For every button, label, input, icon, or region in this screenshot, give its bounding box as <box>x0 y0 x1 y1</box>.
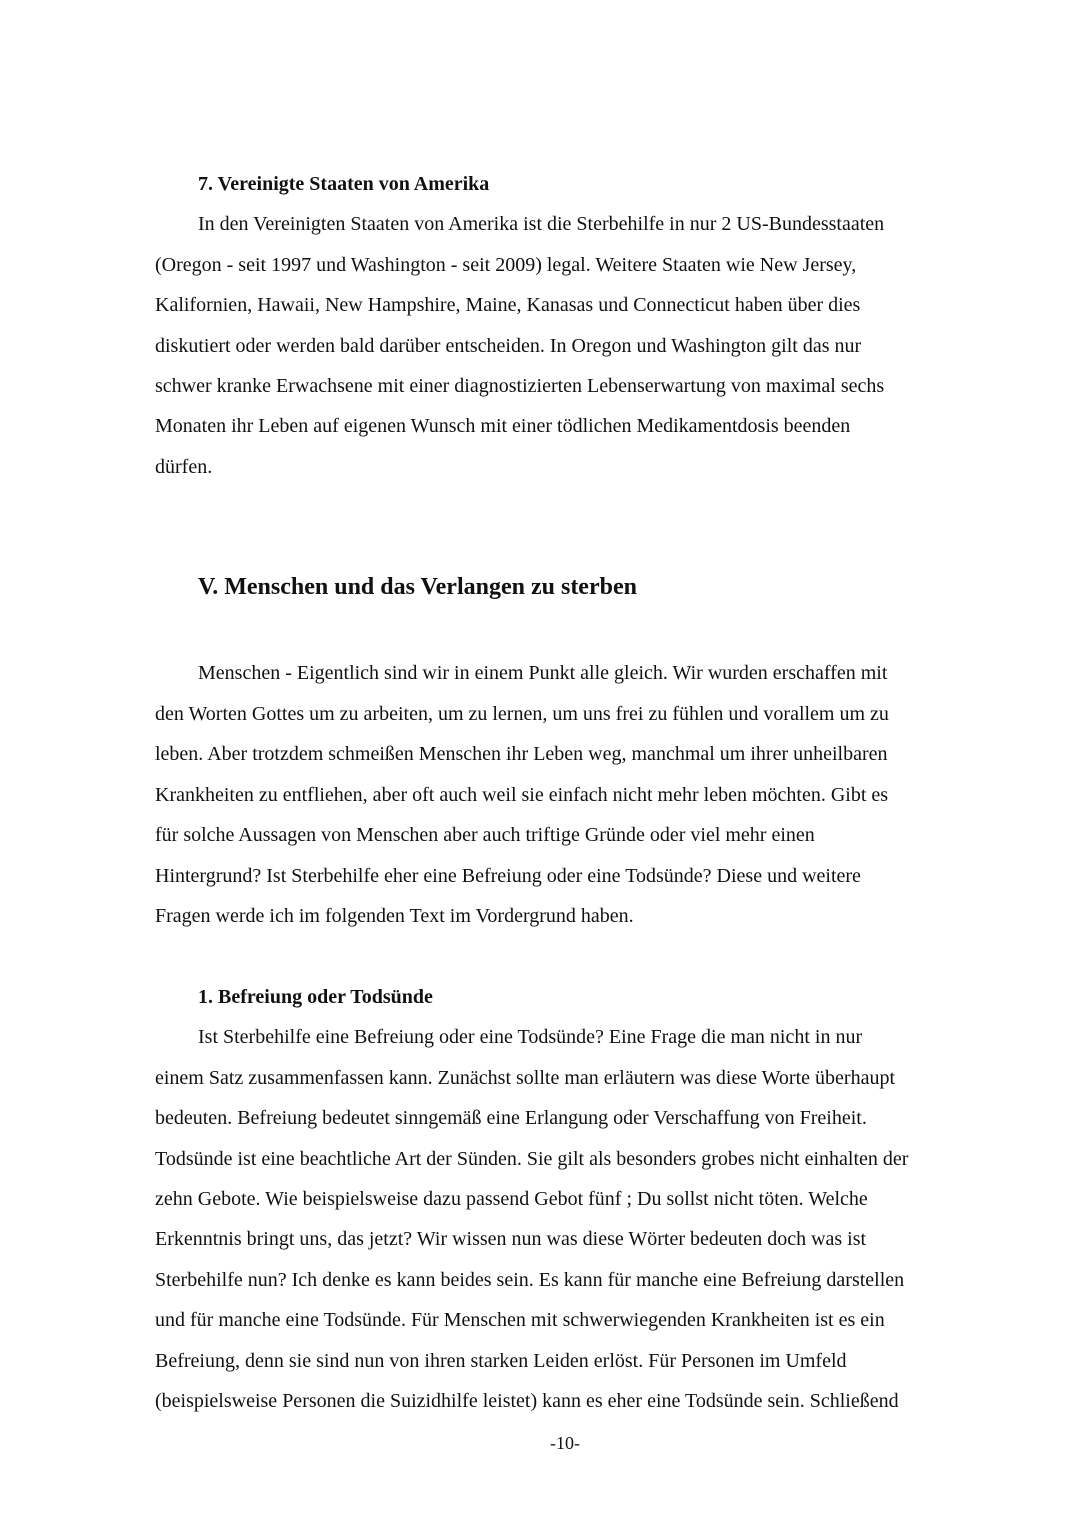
paragraph-line: Hintergrund? Ist Sterbehilfe eher eine Befreiung oder eine Todsünde? Diese und weitere <box>155 865 861 887</box>
paragraph-line: Todsünde ist eine beachtliche Art der Sünden. Sie gilt als besonders grobes nicht einhalten der <box>155 1148 909 1170</box>
section-heading-usa: 7. Vereinigte Staaten von Amerika <box>198 173 490 195</box>
paragraph-line: bedeuten. Befreiung bedeutet sinngemäß eine Erlangung oder Verschaffung von Freiheit. <box>155 1107 867 1129</box>
paragraph-line: Krankheiten zu entfliehen, aber oft auch weil sie einfach nicht mehr leben möchten. Gibt es <box>155 784 889 806</box>
paragraph-line: In den Vereinigten Staaten von Amerika ist die Sterbehilfe in nur 2 US-Bundesstaaten <box>198 213 885 235</box>
paragraph-line: den Worten Gottes um zu arbeiten, um zu lernen, um uns frei zu fühlen und vorallem um zu <box>155 703 889 725</box>
paragraph-line: dürfen. <box>155 456 213 478</box>
paragraph-line: einem Satz zusammenfassen kann. Zunächst sollte man erläutern was diese Worte überhaupt <box>155 1067 895 1089</box>
paragraph-line: (Oregon - seit 1997 und Washington - seit 2009) legal. Weitere Staaten wie New Jersey, <box>155 254 857 276</box>
page-number: -10- <box>550 1433 580 1453</box>
paragraph-line: schwer kranke Erwachsene mit einer diagnostizierten Lebenserwartung von maximal sechs <box>155 375 885 397</box>
paragraph-line: und für manche eine Todsünde. Für Menschen mit schwerwiegenden Krankheiten ist es ein <box>155 1309 885 1331</box>
chapter-heading: V. Menschen und das Verlangen zu sterben <box>198 574 637 600</box>
paragraph-line: Befreiung, denn sie sind nun von ihren starken Leiden erlöst. Für Personen im Umfeld <box>155 1350 847 1372</box>
paragraph-line: Erkenntnis bringt uns, das jetzt? Wir wissen nun was diese Wörter bedeuten doch was ist <box>155 1228 867 1250</box>
paragraph-line: diskutiert oder werden bald darüber entscheiden. In Oregon und Washington gilt das nur <box>155 335 862 357</box>
paragraph-line: Sterbehilfe nun? Ich denke es kann beides sein. Es kann für manche eine Befreiung darstellen <box>155 1269 905 1291</box>
paragraph-line: Fragen werde ich im folgenden Text im Vordergrund haben. <box>155 905 634 927</box>
paragraph-line: leben. Aber trotzdem schmeißen Menschen ihr Leben weg, manchmal um ihrer unheilbaren <box>155 743 888 765</box>
paragraph-line: Monaten ihr Leben auf eigenen Wunsch mit einer tödlichen Medikamentdosis beenden <box>155 415 851 437</box>
paragraph-line: für solche Aussagen von Menschen aber auch triftige Gründe oder viel mehr einen <box>155 824 815 846</box>
paragraph-line: (beispielsweise Personen die Suizidhilfe leistet) kann es eher eine Todsünde sein. Schließend <box>155 1390 899 1412</box>
section-heading-befreiung: 1. Befreiung oder Todsünde <box>198 986 433 1008</box>
paragraph-line: Kalifornien, Hawaii, New Hampshire, Maine, Kanasas und Connecticut haben über dies <box>155 294 861 316</box>
paragraph-line: Menschen - Eigentlich sind wir in einem Punkt alle gleich. Wir wurden erschaffen mit <box>198 662 888 684</box>
paragraph-line: zehn Gebote. Wie beispielsweise dazu passend Gebot fünf ; Du sollst nicht töten. Welche <box>155 1188 868 1210</box>
paragraph-line: Ist Sterbehilfe eine Befreiung oder eine Todsünde? Eine Frage die man nicht in nur <box>198 1026 863 1048</box>
